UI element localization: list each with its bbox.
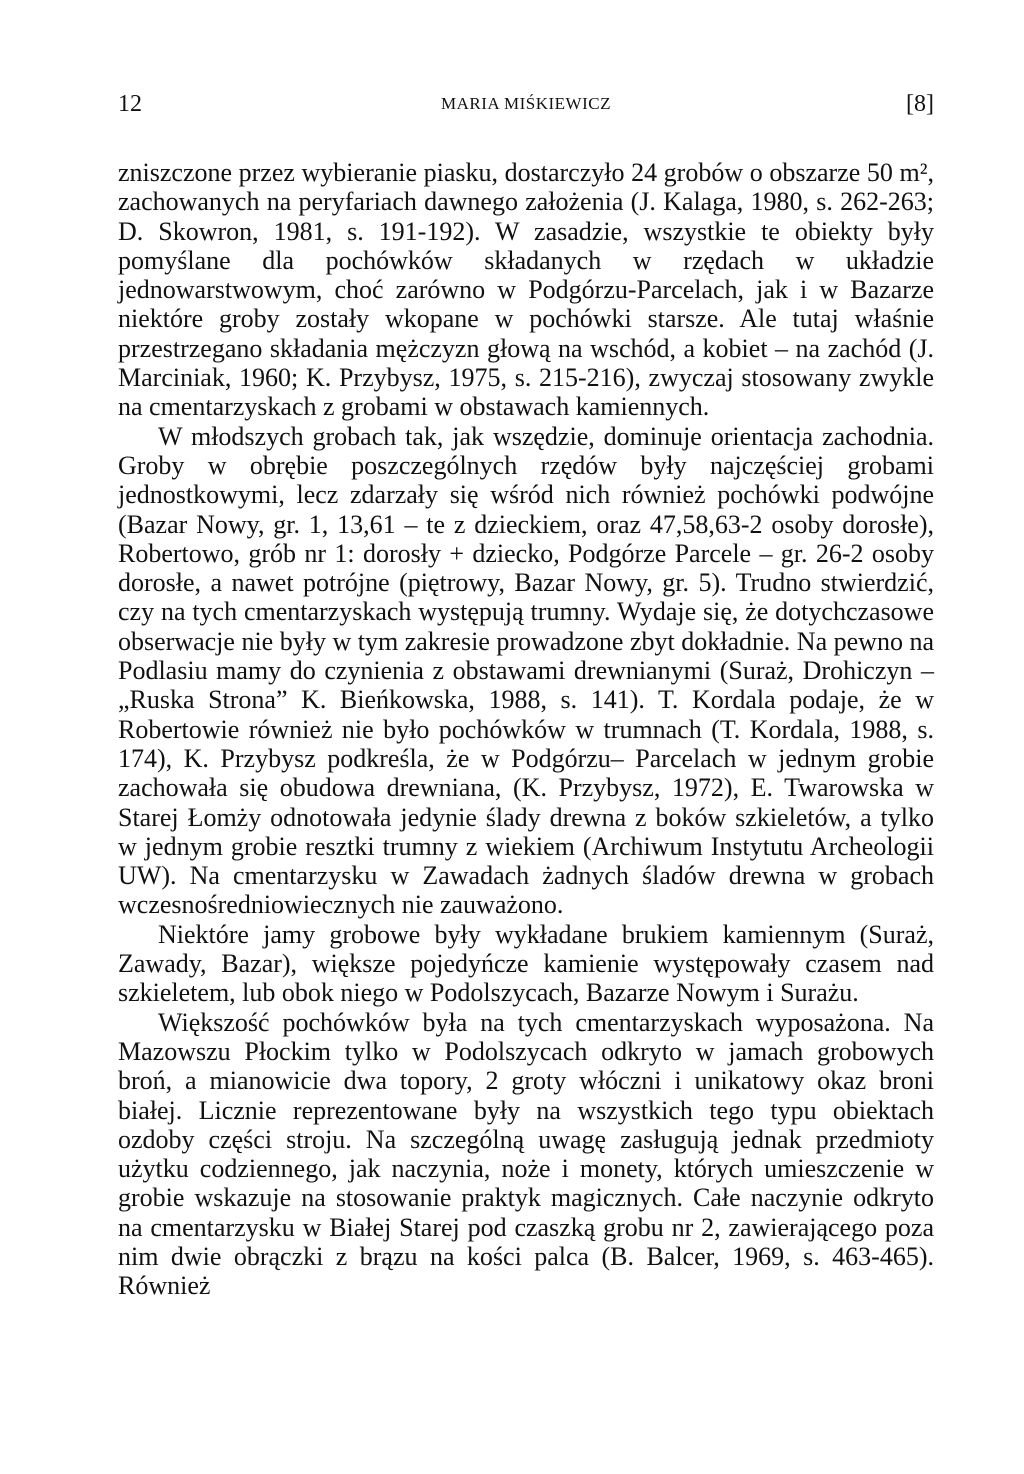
paragraph-grave-goods: Większość pochówków była na tych cmentarzyskach wyposażona. Na Mazowszu Płockim tylko w Podolszycach odkryto w jamach grobowych broń, a mianowicie dwa topory, 2 groty włóczni i unikatowy okaz broni białej. Licznie reprezentowane były na wszystkich tego typu obiektach ozdoby części stroju. Na szczególną uwagę zasługują jednak przedmioty użytku codziennego, jak naczynia, noże i monety, których umieszczenie w grobie wskazuje na stosowanie praktyk magicznych. Całe naczynie odkryto na cmentarzysku w Białej Starej pod czaszką grobu nr 2, zawierającego poza nim dwie obrączki z brązu na kości palca (B. Balcer, 1969, s. 463-465). Również	[118, 1007, 934, 1301]
running-title: MARIA MIŚKIEWICZ	[441, 94, 611, 113]
paragraph-continuation: zniszczone przez wybieranie piasku, dostarczyło 24 grobów o obszarze 50 m², zachowanych na peryfariach dawnego założenia (J. Kalaga, 1980, s. 262-263; D. Skowron, 1981, s. 191-192). W zasadzie, wszystkie te obiekty były pomyślane dla pochówków składanych w rzędach w układzie jednowarstwowym, choć zarówno w Podgórzu-Parcelach, jak i w Bazarze niektóre groby zostały wkopane w pochówki starsze. Ale tutaj właśnie przestrzegano składania mężczyzn głową na wschód, a kobiet – na zachód (J. Marciniak, 1960; K. Przybysz, 1975, s. 215-216), zwyczaj stosowany zwykle na cmentarzyskach z grobami w obstawach kamiennych.	[118, 158, 934, 422]
paragraph-orientation: W młodszych grobach tak, jak wszędzie, dominuje orientacja zachodnia. Groby w obrębie poszczególnych rzędów były najczęściej grobami jednostkowymi, lecz zdarzały się wśród nich również pochówki podwójne (Bazar Nowy, gr. 1, 13,61 – te z dzieckiem, oraz 47,58,63-2 osoby dorosłe), Robertowo, grób nr 1: dorosły + dziecko, Podgórze Parcele – gr. 26-2 osoby dorosłe, a nawet potrójne (piętrowy, Bazar Nowy, gr. 5). Trudno stwierdzić, czy na tych cmentarzyskach występują trumny. Wydaje się, że dotychczasowe obserwacje nie były w tym zakresie prowadzone zbyt dokładnie. Na pewno na Podlasiu mamy do czynienia z obstawami drewnianymi (Suraż, Drohiczyn – „Ruska Strona” K. Bieńkowska, 1988, s. 141). T. Kordala podaje, że w Robertowie również nie było pochówków w trumnach (T. Kordala, 1988, s. 174), K. Przybysz podkreśla, że w Podgórzu– Parcelach w jednym grobie zachowała się obudowa drewniana, (K. Przybysz, 1972), E. Twarowska w Starej Łomży odnotowała jedynie ślady drewna z boków szkieletów, a tylko w jednym grobie resztki trumny z wiekiem (Archiwum Instytutu Archeologii UW). Na cmentarzysku w Zawadach żadnych śladów drewna w grobach wczesnośredniowiecznych nie zauważono.	[118, 421, 934, 920]
page-number: 12	[118, 91, 142, 117]
section-mark: [8]	[906, 91, 934, 117]
running-head	[118, 86, 934, 122]
paragraph-stone-pavement: Niektóre jamy grobowe były wykładane brukiem kamiennym (Suraż, Zawady, Bazar), większe pojedyńcze kamienie występowały czasem nad szkieletem, lub obok niego w Podolszycach, Bazarze Nowym i Surażu.	[118, 919, 934, 1008]
book-page	[118, 0, 934, 1474]
body-text	[118, 158, 934, 1301]
